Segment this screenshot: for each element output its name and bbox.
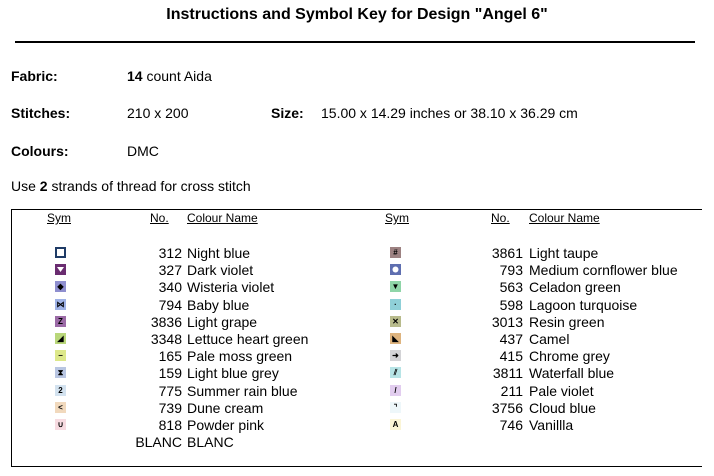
less-than-icon: < [55,402,66,413]
name-header-left: Colour Name [187,211,258,225]
colour-number: 3756 [491,399,523,416]
note-prefix: Use [11,178,40,194]
bowtie-icon: ⋈ [56,299,65,309]
colour-name: Lagoon turquoise [529,296,638,313]
colour-name: Lettuce heart green [187,331,309,347]
no-header-right: No. [491,211,510,225]
colour-number: 598 [499,296,523,313]
note-strands: 2 [39,178,48,194]
slashes-icon: ⫽ [390,367,401,378]
colour-name: Vanillla [529,417,574,433]
colour-number: 3861 [491,245,523,261]
colour-number: 211 [500,382,523,399]
colour-number: 794 [158,296,182,313]
colour-name: Night blue [187,245,251,261]
z-icon: Z [55,316,66,327]
thread-note [11,178,251,194]
dash-icon: − [55,350,66,361]
colour-number: 340 [158,279,182,296]
colour-number: 563 [499,279,523,296]
fabric-value [127,68,212,84]
x-icon: ✕ [390,316,401,327]
sym-header-left: Sym [47,211,71,225]
colour-number: 3348 [150,331,182,347]
colour-name: Resin green [529,313,605,330]
colour-name: Summer rain blue [187,382,298,399]
triangle-icon: ◢ [55,333,66,344]
colour-name: Powder pink [187,417,265,433]
hash-icon: # [390,247,401,258]
heart-icon [55,264,66,275]
diamond-icon: ◆ [55,281,66,292]
colour-number: 793 [499,262,523,279]
page-title: Instructions and Symbol Key for Design "Angel 6" [166,6,548,23]
corner-triangle-icon: ◣ [390,333,401,344]
colour-number: 312 [158,245,182,261]
circle-icon [390,264,401,275]
colour-name: Chrome grey [529,348,610,365]
colour-name: Cloud blue [529,399,596,416]
colour-name: Light grape [187,313,258,330]
fabric-count: 14 [127,68,143,84]
slash-icon: / [390,385,401,396]
colour-number: 415 [499,348,523,365]
colour-name: Dune cream [187,399,264,416]
a-icon: A [390,419,401,430]
stitches-label: Stitches: [11,105,71,121]
arrow-icon: ➜ [390,350,401,361]
colours-value: DMC [127,143,159,159]
colour-name: Light blue grey [187,365,279,382]
colour-name: Medium cornflower blue [529,262,678,279]
size-value: 15.00 x 14.29 inches or 38.10 x 36.29 cm [321,105,578,121]
down-triangle-icon: ▼ [391,282,400,292]
colour-number: 437 [499,331,523,347]
colour-number: 3013 [491,313,523,330]
fabric-label: Fabric: [11,68,58,84]
colour-number: 159 [158,365,182,382]
colour-name: Waterfall blue [529,365,615,382]
colour-number: 327 [158,262,182,279]
colour-name: Camel [529,331,570,347]
title-underline [15,41,695,43]
colour-number: 739 [158,399,182,416]
fabric-type: count Aida [146,68,212,84]
colour-name: Pale violet [529,382,594,399]
two-icon: 2 [55,385,66,396]
sym-header-right: Sym [385,211,409,225]
colours-label: Colours: [11,143,69,159]
colour-name: Baby blue [187,296,250,313]
colour-name: Light taupe [529,245,599,261]
note-suffix: strands of thread for cross stitch [47,178,251,194]
corner-icon: ⌝ [390,402,401,413]
hourglass-icon: ⧗ [55,367,66,378]
colour-name: Dark violet [187,262,254,279]
colour-number: 3836 [150,313,182,330]
colour-number: 746 [499,417,523,433]
name-header-right: Colour Name [529,211,600,225]
colour-number: 775 [158,382,182,399]
colour-number: 818 [158,417,182,433]
colour-name: Pale moss green [187,348,293,365]
colour-number: BLANC [135,434,182,451]
symbol-key-table [11,209,702,467]
stitches-value: 210 x 200 [127,105,189,121]
colour-name: Celadon green [529,279,621,296]
no-header-left: No. [150,211,169,225]
colour-name: Wisteria violet [187,279,275,296]
blank-icon [55,436,66,447]
colour-number: 165 [158,348,182,365]
colour-number: 3811 [492,365,523,382]
dot-icon: · [390,299,401,310]
size-label: Size: [271,105,304,121]
cup-icon: ∪ [55,419,66,430]
colour-name: BLANC [187,434,234,451]
hollow-square-icon [55,247,66,258]
